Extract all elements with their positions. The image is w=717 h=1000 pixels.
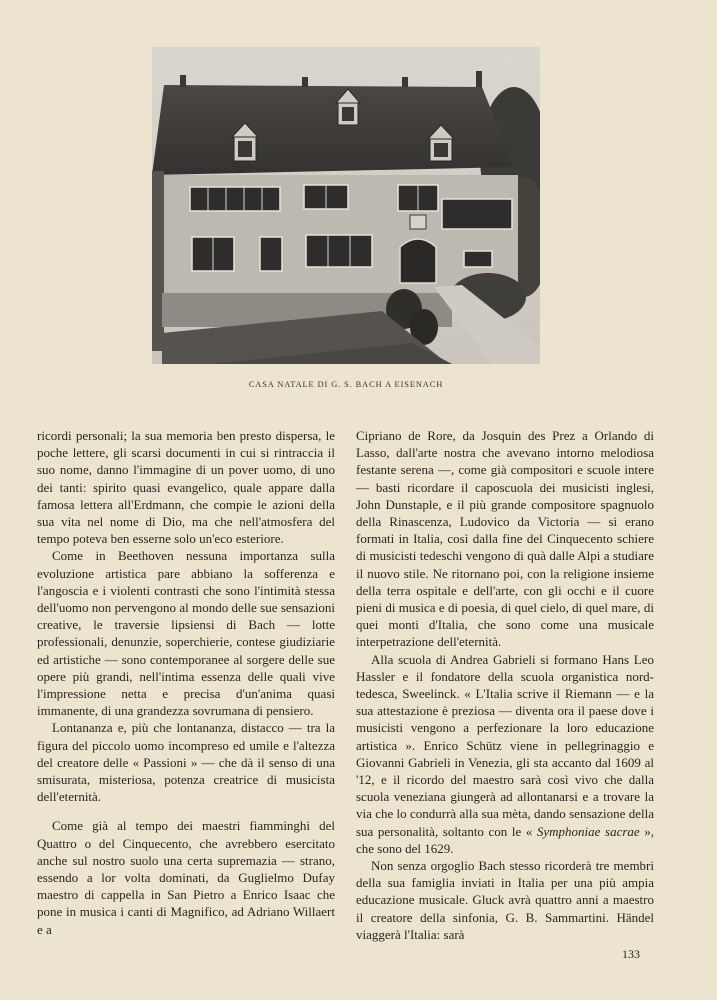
paragraph: Non senza orgoglio Bach stesso ricorderà tre membri della sua famiglia inviati in Italia per una più ampia educazione musicale. Gluck avrà quattro anni a maestro il creatore della sinfonia, G. B. Sammartini. Händel viaggerà l'Italia: sarà xyxy=(356,858,654,942)
paragraph: Come in Beethoven nessuna importanza sulla evoluzione artistica pare abbiano la sofferenza e l'angoscia e i violenti contrasti che sono l'intimità stessa dell'uomo non pervengono al mondo delle sue sensazioni creative, le traversie lipsiensi di Bach — lotte professionali, denunzie, soperchierie, contese giudiziarie ed artistiche — sono contemporanee al sorgere delle sue opere più grandi, nell'intima essenza delle quali vive l'impressione netta e precisa d'un'anima quasi immanente, di una grandezza sovrumana di pensiero. xyxy=(37,548,335,719)
page-number: 133 xyxy=(622,947,640,961)
right-text-column xyxy=(356,427,654,943)
paragraph: Cipriano de Rore, da Josquin des Prez a Orlando di Lasso, dall'arte nostra che avevano intorno melodiosa festante serena —, come già compositori e scuole intere — basti ricordare il caposcuola dei musicisti inglesi, John Dunstaple, e il più grande compositore spagnuolo della Rinascenza, Ludovico da Victoria — si erano formati in Italia, così dalla fine del Cinquecento schiere di musicisti tedeschi vengono di quà dalle Alpi a studiare il nuovo stile. Ne ritornano poi, con la religione insieme della terra ospitale e dell'arte, con gli occhi e il cuore pieni di musica e di poesia, di quel cielo, di quel mare, di quei monti d'Italia, che sono come una musicale interpetrazione dell'eternità. xyxy=(356,428,654,650)
paragraph: Come già al tempo dei maestri fiamminghi del Quattro o del Cinquecento, che avrebbero esercitato anche sul nostro suolo una certa supremazia — strano, essendo a lor volta dominati, da Guglielmo Dufay maestro di cappella in San Pietro a Enrico Isaac che pone in musica i canti di Magnifico, ad Adriano Willaert e a xyxy=(37,818,335,937)
paragraph: Lontananza e, più che lontananza, distacco — tra la figura del piccolo uomo incompreso ed umile e l'altezza del creatore delle « Passioni » — che dà il senso di una smisurata, misteriosa, potenza creatrice di musicista dell'eternità. xyxy=(37,720,335,805)
paragraph-text: », che sono del 1629. xyxy=(356,823,654,856)
house-photograph xyxy=(152,47,540,364)
paragraph-text: Alla scuola di Andrea Gabrieli si formano Hans Leo Hassler e il fondatore della scuola organistica nord-tedesca, Sweelinck. « L'Italia scrive il Riemann — e la sua attestazione è preziosa — diventa ora il paese dove i musicisti vengono a perfezionare la loro educazione artistica ». Enrico Schütz viene in pellegrinaggio e Giovanni Gabrieli in Venezia, gli sta accanto dal 1609 al '12, e il ricordo del maestro sarà così vivo che dalla scuola veneziana giungerà ad allontanarsi e a trovare la via che lo condurrà alla sua mèta, dando sensazione della sua personalità, soltanto con le « xyxy=(356,651,654,839)
left-text-column xyxy=(37,427,335,938)
bach-birthplace-image xyxy=(152,47,540,364)
work-title: Symphoniae sacrae xyxy=(536,823,640,839)
paragraph xyxy=(356,651,654,857)
paragraph: ricordi personali; la sua memoria ben presto dispersa, le poche lettere, gli scarsi documenti in cui si rintraccia il suo nome, danno l'immagine di un pover uomo, di uno dei tanti: spirito quasi evangelico, quale appare dalla famosa lettera all'Erdmann, che compie le azioni della sua vita nel nome di Dio, ma che nell'atmosfera del tempo poteva ben esserne solo un'eco esteriore. xyxy=(37,428,335,547)
figure-caption: CASA NATALE DI G. S. BACH A EISENACH xyxy=(248,380,444,389)
